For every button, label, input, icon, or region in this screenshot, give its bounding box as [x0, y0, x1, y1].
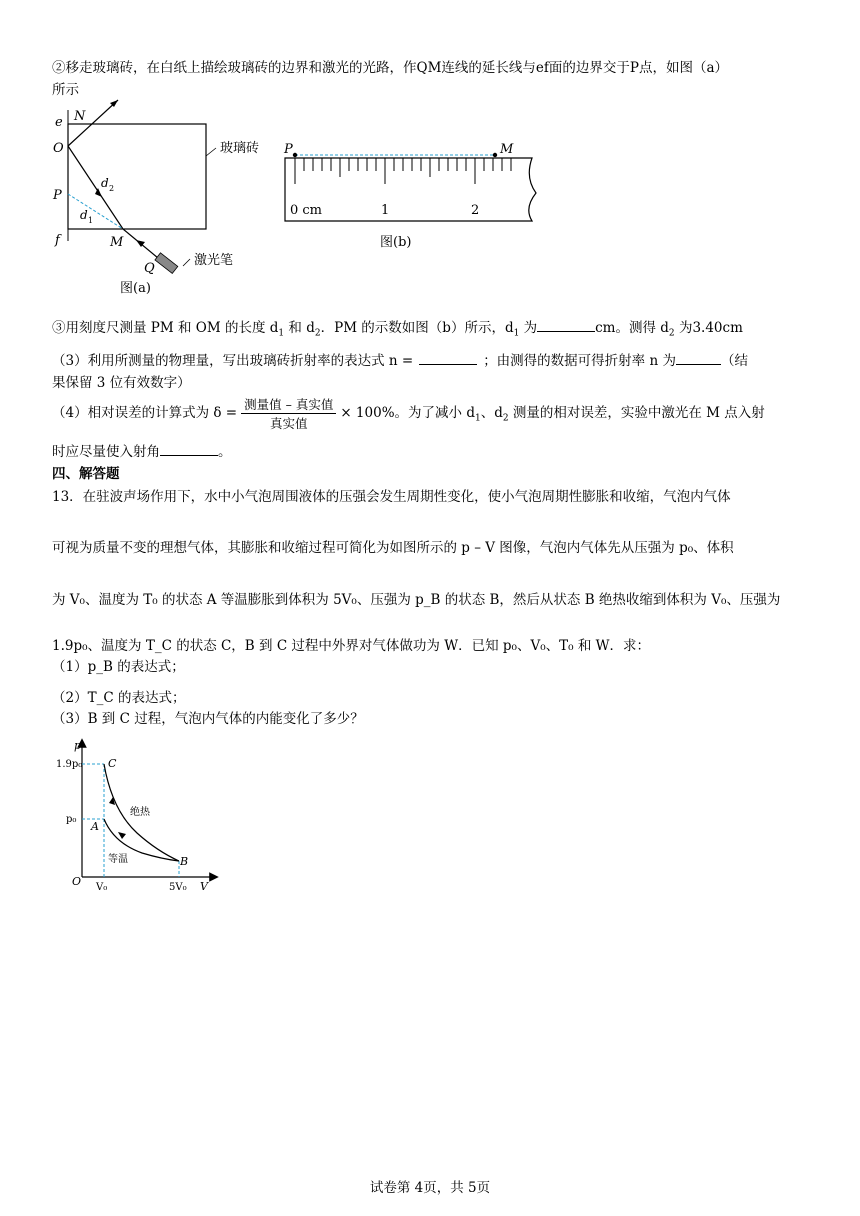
- p13-line2: 可视为质量不变的理想气体，其膨胀和收缩过程可简化为如图所示的 p – V 图像，气泡内气体先从压强为 p₀、体积: [52, 540, 734, 556]
- label-d2: d: [101, 176, 109, 190]
- origin-label: O: [72, 875, 82, 888]
- n-value-blank[interactable]: [676, 352, 721, 365]
- figure-a: [48, 96, 258, 301]
- label-p: P: [53, 188, 62, 203]
- label-d1: d: [80, 208, 88, 222]
- label-q: Q: [144, 261, 155, 276]
- step2-line1: ②移走玻璃砖，在白纸上描绘玻璃砖的边界和激光的光路，作QM连线的延长线与ef面的边界交于P点，如图（a）: [52, 60, 729, 76]
- ruler-tick-2: 2: [471, 203, 480, 218]
- figure-a-caption: 图(a): [120, 281, 151, 296]
- figure-b-caption: 图(b): [380, 235, 412, 250]
- x-tick-v0: V₀: [96, 882, 108, 893]
- isothermal-label: 等温: [108, 854, 128, 865]
- label-o: O: [53, 141, 64, 156]
- page-footer: 试卷第 4页，共 5页: [369, 1180, 491, 1196]
- ruler-tick-0: 0 cm: [290, 203, 323, 218]
- pv-diagram: [52, 735, 222, 895]
- p13-q3: （3）B 到 C 过程，气泡内气体的内能变化了多少？: [52, 711, 364, 727]
- axis-v-label: V: [200, 880, 208, 893]
- q3-line2: 果保留 3 位有效数字）: [52, 375, 191, 391]
- x-tick-5v0: 5V₀: [169, 882, 187, 893]
- n-expression-blank[interactable]: [419, 352, 477, 365]
- adiabatic-label: 绝热: [130, 807, 150, 818]
- label-f: f: [55, 233, 60, 248]
- p13-q2: （2）T_C 的表达式；: [52, 690, 186, 706]
- q4-line2: 时应尽量使入射角 。: [52, 444, 232, 460]
- label-m: M: [110, 235, 124, 250]
- step3-line: ③用刻度尺测量 PM 和 OM 的长度 $d_1$ 和 $d_2$．PM 的示数如图（b）所示，$d_1$ 为 cm。测得 $d_2$ 为3.40cm: [52, 320, 743, 339]
- p13-line4: 1.9p₀、温度为 T_C 的状态 C，B 到 C 过程中外界对气体做功为 W．已知 p₀、V₀、T₀ 和 W．求：: [52, 638, 650, 654]
- q3-line1: （3）利用所测量的物理量，写出玻璃砖折射率的表达式 n = ；由测得的数据可得折射率 n 为 （结: [52, 353, 748, 369]
- p13-line1: 13．在驻波声场作用下，水中小气泡周围液体的压强会发生周期性变化，使小气泡周期性膨胀和收缩，气泡内气体: [52, 489, 731, 505]
- label-n: N: [74, 109, 86, 124]
- figure-b-ruler: [280, 138, 550, 258]
- axis-p-label: p: [74, 739, 82, 752]
- label-e: e: [55, 115, 63, 130]
- label-laser-pen: 激光笔: [194, 253, 234, 268]
- y-tick-1-9p0: 1.9p₀: [56, 759, 83, 770]
- point-b-label: B: [180, 855, 189, 868]
- p13-line3: 为 V₀、温度为 T₀ 的状态 A 等温膨胀到体积为 5V₀、压强为 p_B 的状态 B，然后从状态 B 绝热收缩到体积为 V₀、压强为: [52, 592, 781, 608]
- q4-line1: （4）相对误差的计算式为 δ = $\frac{\text{测量值 – 真实值}}{\text{真实值}}$ × 100%。为了减小 $d_1$、$d_2$ 测量的相对误差，实验中激光在 M 点入射: [52, 397, 765, 431]
- ruler-tick-1: 1: [381, 203, 390, 218]
- ruler-p-label: P: [284, 142, 293, 157]
- incident-angle-blank[interactable]: [160, 443, 218, 456]
- label-brick: 玻璃砖: [220, 141, 260, 156]
- section-header: 四、解答题: [52, 466, 120, 482]
- y-tick-p0: p₀: [66, 814, 77, 825]
- p13-q1: （1）p_B 的表达式；: [52, 659, 185, 675]
- d1-answer-blank[interactable]: [537, 319, 595, 332]
- step2-line2: 所示: [52, 82, 79, 98]
- label-d1-sub: 1: [88, 216, 94, 225]
- point-c-label: C: [108, 757, 117, 770]
- ruler-m-label: M: [500, 142, 514, 157]
- point-a-label: A: [91, 820, 99, 833]
- ruler-ticks: [295, 158, 511, 184]
- label-d2-sub: 2: [109, 184, 115, 193]
